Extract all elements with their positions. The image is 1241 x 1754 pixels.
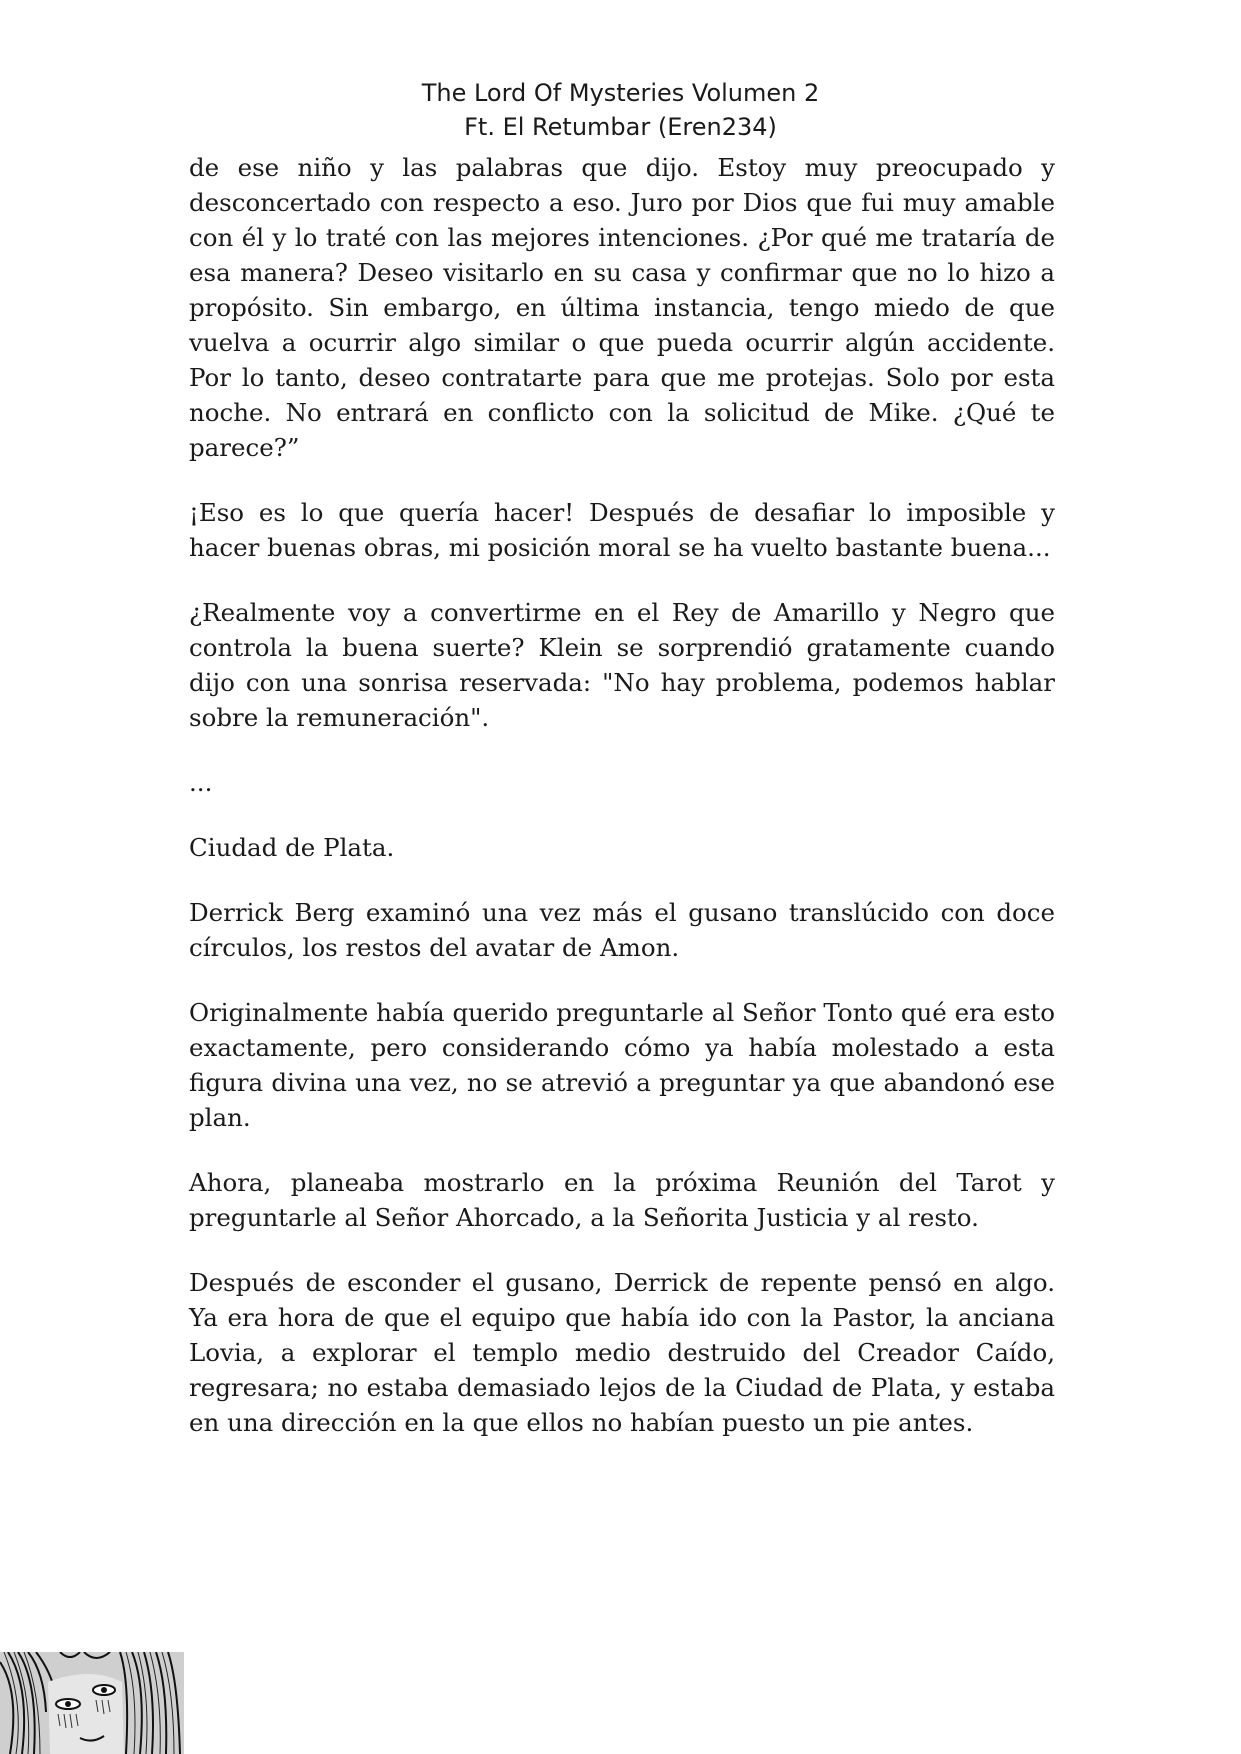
page-header [0,76,1241,144]
manga-face-illustration-icon [0,1652,184,1754]
paragraph: Ciudad de Plata. [189,833,395,862]
paragraph: ... [189,768,213,797]
paragraph: ¿Realmente voy a convertirme en el Rey de Amarillo y Negro que controla la buena suerte? Klein se sorprendió gratamente cuando dijo con una sonrisa reservada: "No hay problema, podemos hablar sobre la remuneración". [189,598,1055,732]
paragraph: ¡Eso es lo que quería hacer! Después de desafiar lo imposible y hacer buenas obras, mi posición moral se ha vuelto bastante buena... [189,498,1055,562]
paragraph: Después de esconder el gusano, Derrick de repente pensó en algo. Ya era hora de que el equipo que había ido con la Pastor, la anciana Lovia, a explorar el templo medio destruido del Creador Caído, regresara; no estaba demasiado lejos de la Ciudad de Plata, y estaba en una dirección en la que ellos no habían puesto un pie antes. [189,1268,1055,1437]
paragraph: Derrick Berg examinó una vez más el gusano translúcido con doce círculos, los restos del avatar de Amon. [189,898,1055,962]
paragraph: Ahora, planeaba mostrarlo en la próxima Reunión del Tarot y preguntarle al Señor Ahorcado, a la Señorita Justicia y al resto. [189,1168,1055,1232]
header-subtitle: Ft. El Retumbar (Eren234) [464,113,777,141]
paragraph: de ese niño y las palabras que dijo. Estoy muy preocupado y desconcertado con respecto a eso. Juro por Dios que fui muy amable con él y lo traté con las mejores intenciones. ¿Por qué me trataría de esa manera? Deseo visitarlo en su casa y confirmar que no lo hizo a propósito. Sin embargo, en última instancia, tengo miedo de que vuelva a ocurrir algo similar o que pueda ocurrir algún accidente. Por lo tanto, deseo contratarte para que me protejas. Solo por esta noche. No entrará en conflicto con la solicitud de Mike. ¿Qué te parece?” [189,153,1055,462]
body-text [189,150,1055,1470]
paragraph: Originalmente había querido preguntarle al Señor Tonto qué era esto exactamente, pero considerando cómo ya había molestado a esta figura divina una vez, no se atrevió a preguntar ya que abandonó ese plan. [189,998,1055,1132]
header-title: The Lord Of Mysteries Volumen 2 [421,79,820,107]
